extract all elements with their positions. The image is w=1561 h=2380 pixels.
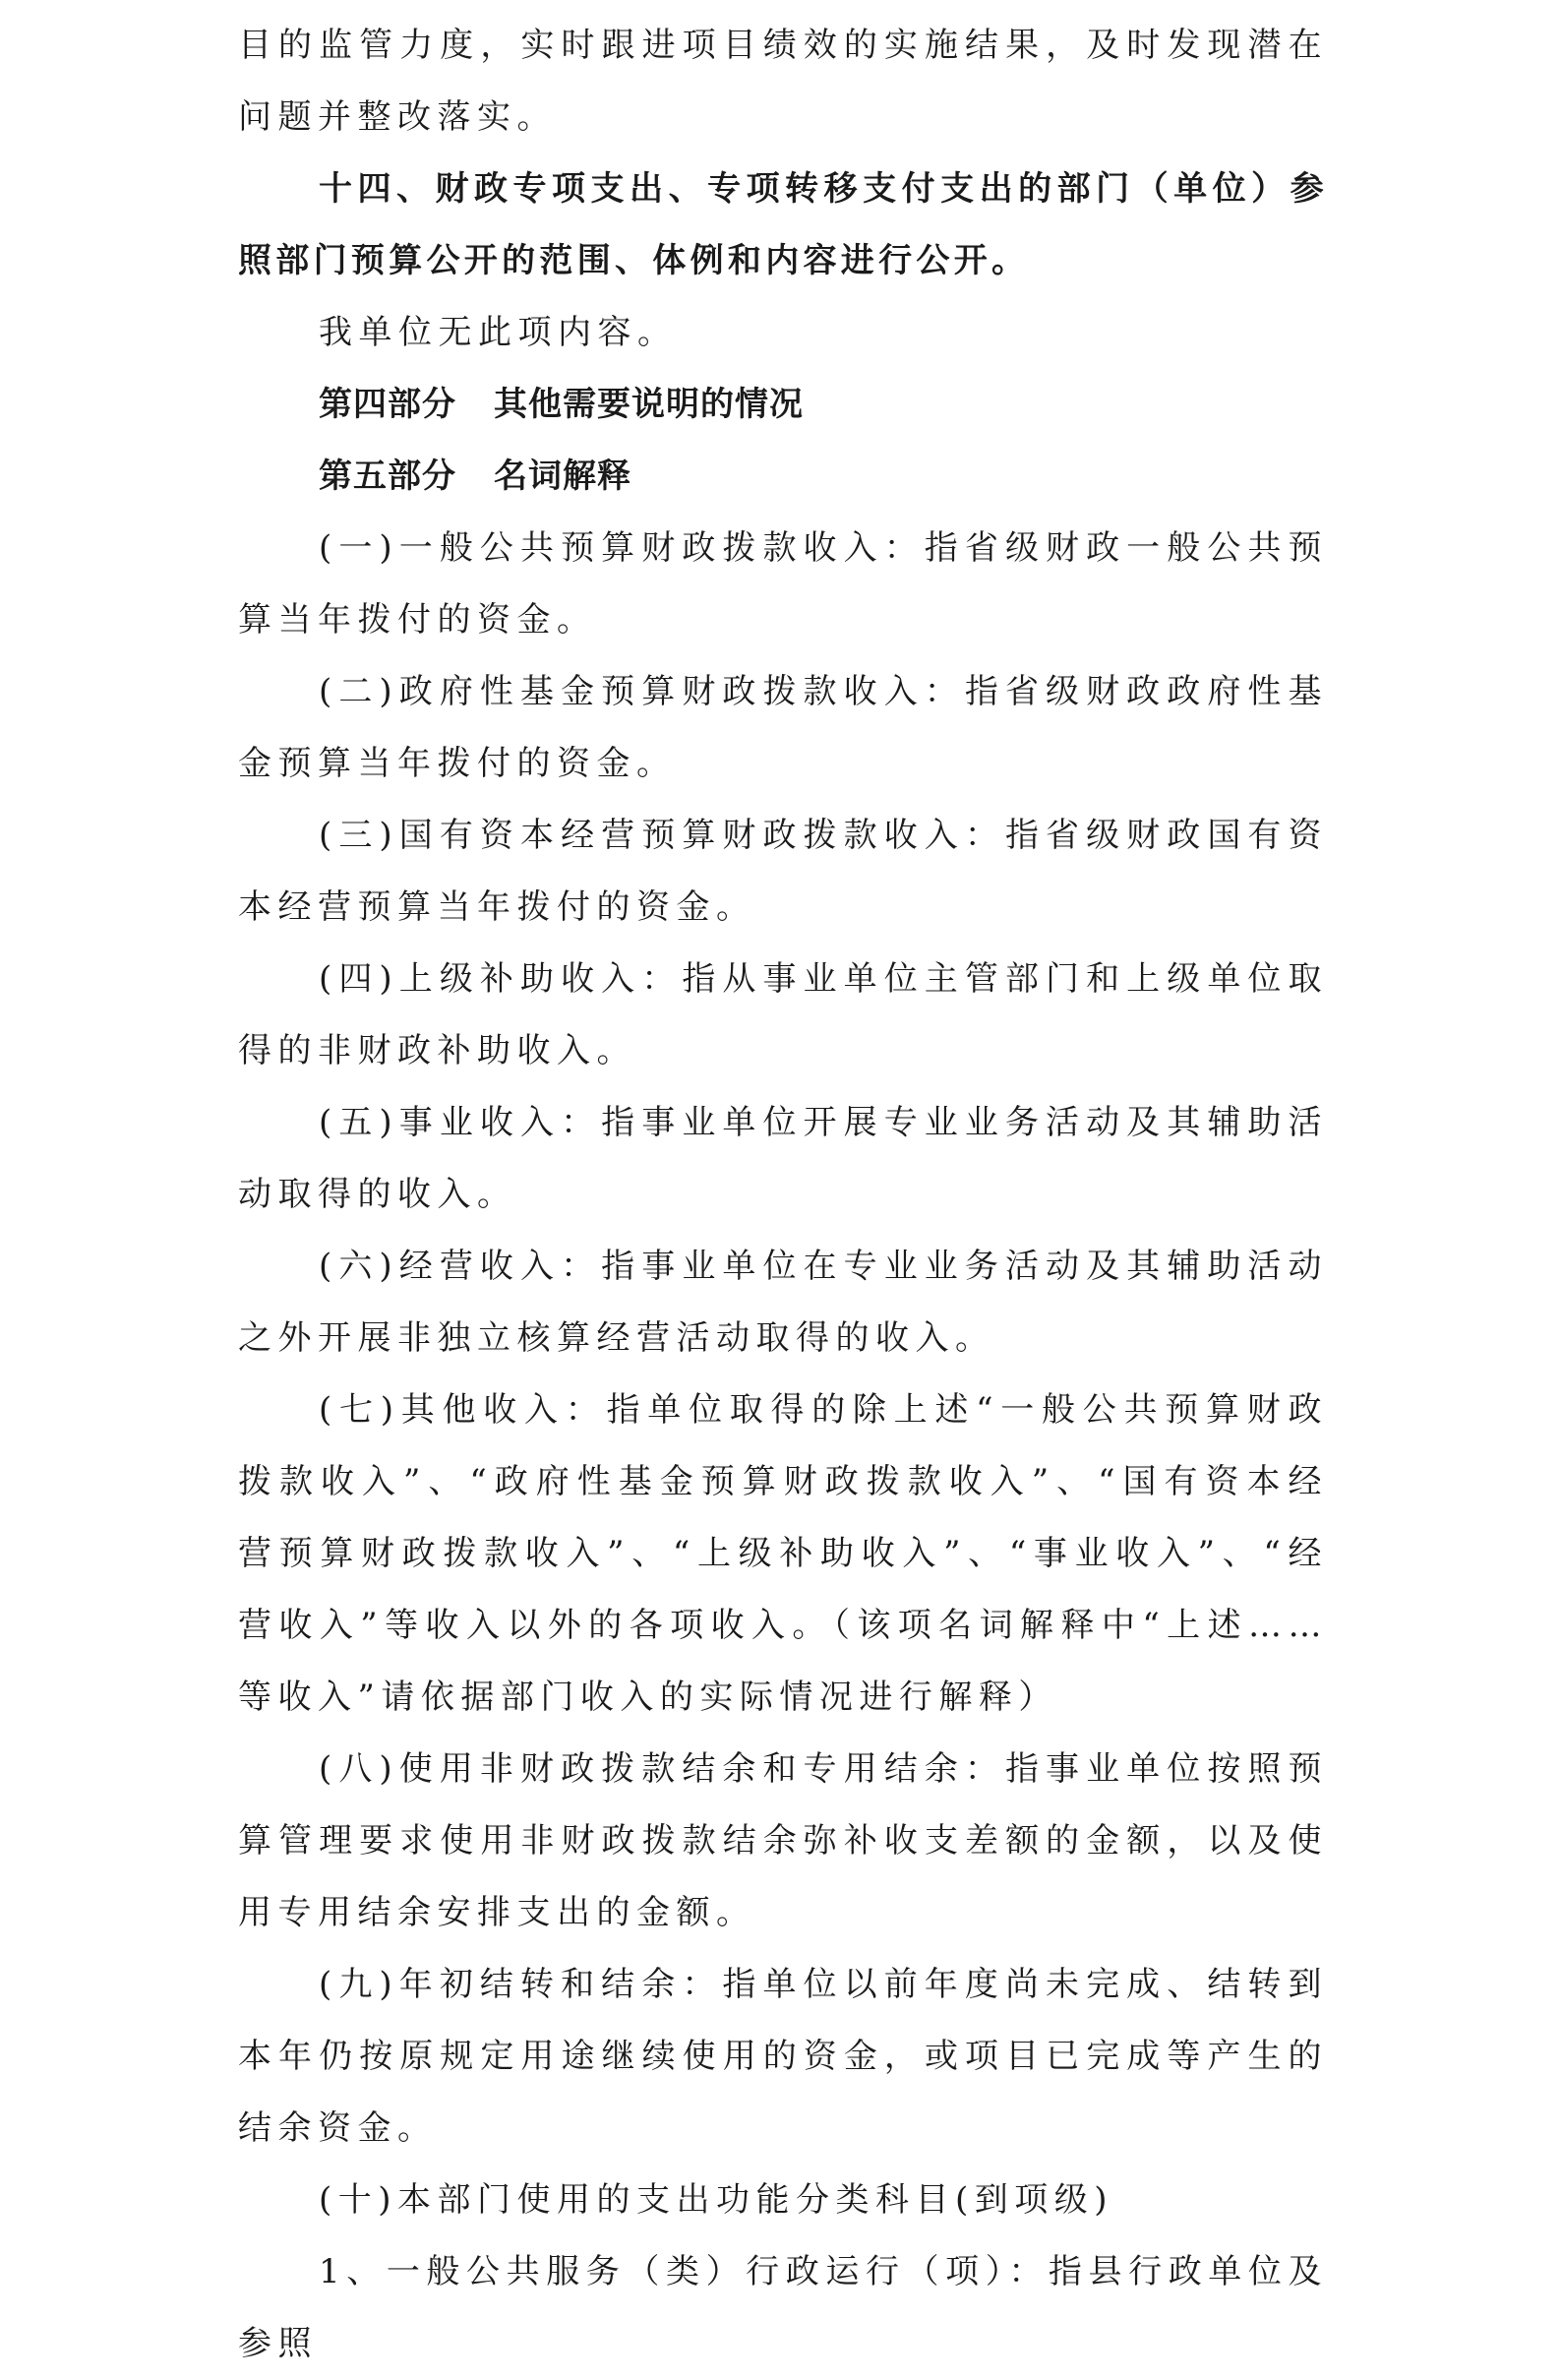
definition-9: (九)年初结转和结余：指单位以前年度尚未完成、结转到本年仍按原规定用途继续使用的资金，或项目已完成等产生的结余资金。: [238, 1965, 1328, 2148]
part-4-title: 其他需要说明的情况: [494, 385, 804, 424]
document-body: [238, 10, 1328, 2380]
paragraph-continuation: 目的监管力度，实时跟进项目绩效的实施结果，及时发现潜在问题并整改落实。: [238, 26, 1328, 137]
section-14-heading: 十四、财政专项支出、专项转移支付支出的部门（单位）参照部门预算公开的范围、体例和内容进行公开。: [238, 169, 1328, 280]
part-4-number: 第四部分: [319, 385, 456, 424]
definition-3: (三)国有资本经营预算财政拨款收入：指省级财政国有资本经营预算当年拨付的资金。: [238, 816, 1328, 927]
definition-4: (四)上级补助收入：指从事业单位主管部门和上级单位取得的非财政补助收入。: [238, 959, 1328, 1070]
definition-1: (一)一般公共预算财政拨款收入：指省级财政一般公共预算当年拨付的资金。: [238, 528, 1328, 640]
definition-6: (六)经营收入：指事业单位在专业业务活动及其辅助活动之外开展非独立核算经营活动取得的收入。: [238, 1247, 1328, 1358]
definition-2: (二)政府性基金预算财政拨款收入：指省级财政政府性基金预算当年拨付的资金。: [238, 672, 1328, 783]
part-5-number: 第五部分: [319, 457, 456, 496]
definition-8: (八)使用非财政拨款结余和专用结余：指事业单位按照预算管理要求使用非财政拨款结余弥补收支差额的金额，以及使用专用结余安排支出的金额。: [238, 1749, 1328, 1932]
section-14-body: 我单位无此项内容。: [319, 313, 678, 352]
part-5-title: 名词解释: [494, 457, 631, 496]
definition-5: (五)事业收入：指事业单位开展专业业务活动及其辅助活动取得的收入。: [238, 1103, 1328, 1214]
definition-10: (十)本部门使用的支出功能分类科目(到项级): [319, 2180, 1114, 2220]
definition-10-item-1: 1、一般公共服务（类）行政运行（项）：指县行政单位及参照: [238, 2252, 1328, 2363]
part-5-heading: [238, 441, 1328, 513]
part-4-heading: [238, 369, 1328, 441]
definition-7: (七)其他收入：指单位取得的除上述“一般公共预算财政拨款收入”、“政府性基金预算财政拨款收入”、“国有资本经营预算财政拨款收入”、“上级补助收入”、“事业收入”、“经营收入”等收入以外的各项收入。（该项名词解释中“上述……等收入”请依据部门收入的实际情况进行解释）: [238, 1390, 1328, 1717]
